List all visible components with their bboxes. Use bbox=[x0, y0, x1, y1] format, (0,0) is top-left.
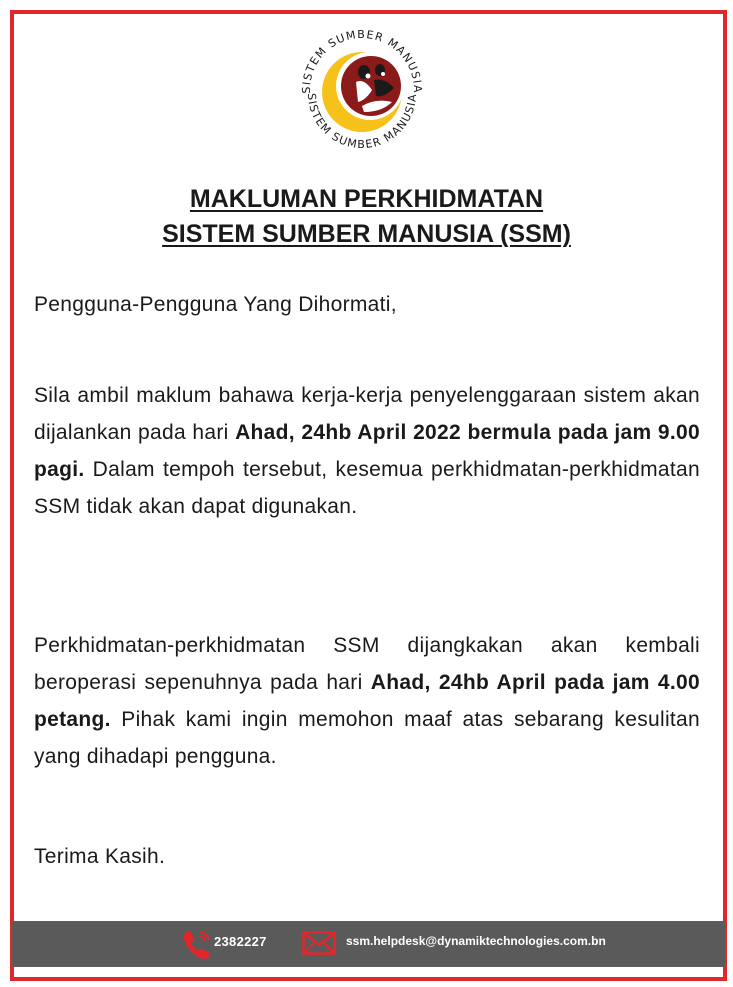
mail-icon bbox=[302, 931, 336, 955]
paragraph-resume bbox=[34, 627, 700, 775]
closing: Terima Kasih. bbox=[34, 845, 166, 868]
title-line-2: SISTEM SUMBER MANUSIA (SSM) bbox=[162, 220, 571, 248]
paragraph-maintenance bbox=[34, 377, 700, 525]
logo-ring-text-bottom: SISTEM SUMBER MANUSIA bbox=[304, 92, 420, 152]
notice-title bbox=[0, 182, 733, 252]
email-link[interactable]: ssm.helpdesk@dynamiktechnologies.com.bn bbox=[346, 934, 606, 948]
paragraph1-text-b: Dalam tempoh tersebut, kesemua perkhidmatan-perkhidmatan SSM tidak akan dapat digunakan. bbox=[34, 458, 700, 518]
contact-footer bbox=[12, 921, 725, 967]
paragraph1-bold-date: Ahad, 24hb April 2022 bermula pada jam 9.00 pagi. bbox=[34, 421, 700, 481]
phone-number-link[interactable]: 2382227 bbox=[214, 934, 267, 949]
logo-ring-text-top: SISTEM SUMBER MANUSIA bbox=[299, 27, 425, 94]
paragraph1-text-a: Sila ambil maklum bahawa kerja-kerja penyelenggaraan sistem akan dijalankan pada hari bbox=[34, 384, 700, 444]
paragraph2-text-b: Pihak kami ingin memohon maaf atas sebarang kesulitan yang dihadapi pengguna. bbox=[34, 708, 700, 768]
ssm-logo bbox=[292, 20, 432, 160]
phone-icon bbox=[180, 928, 214, 960]
paragraph2-text-a: Perkhidmatan-perkhidmatan SSM dijangkakan akan kembali beroperasi sepenuhnya pada hari bbox=[34, 634, 700, 694]
paragraph2-bold-date: Ahad, 24hb April pada jam 4.00 petang. bbox=[34, 671, 700, 731]
title-line-1: MAKLUMAN PERKHIDMATAN bbox=[189, 185, 544, 213]
greeting: Pengguna-Pengguna Yang Dihormati, bbox=[34, 293, 397, 316]
